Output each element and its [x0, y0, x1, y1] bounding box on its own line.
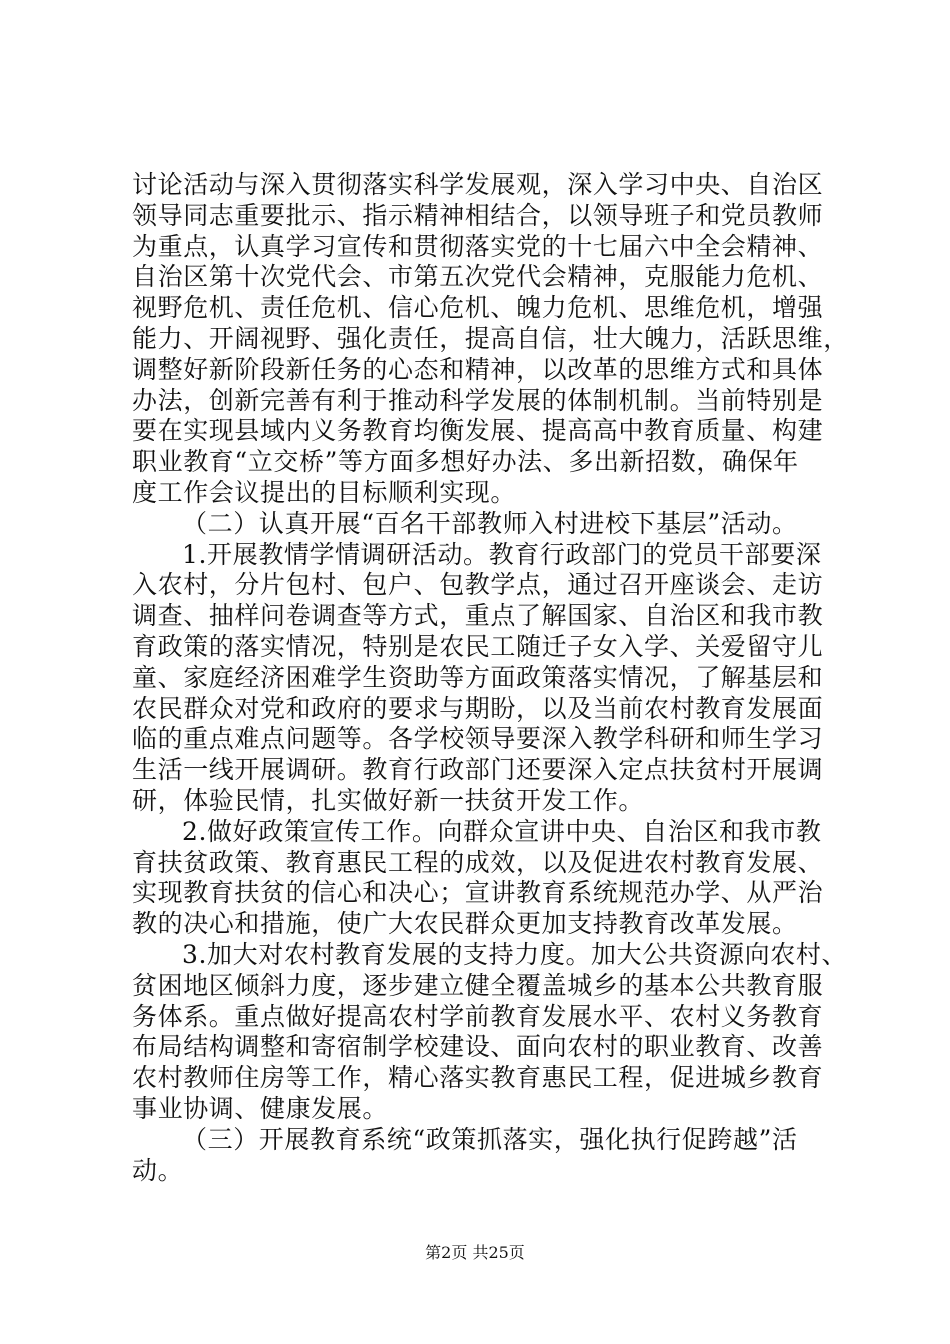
section-heading: （三）开展教育系统“政策抓落实，强化执行促跨越”活 [182, 1124, 798, 1154]
text-line: 自治区第十次党代会、市第五次党代会精神，克服能力危机、 [132, 262, 824, 292]
text-line: 务体系。重点做好提高农村学前教育发展水平、农村义务教育 [132, 1001, 824, 1031]
text-line: 农民群众对党和政府的要求与期盼，以及当前农村教育发展面 [132, 693, 824, 723]
text-line: 教的决心和措施，使广大农民群众更加支持教育改革发展。 [132, 909, 798, 939]
text-line: 童、家庭经济困难学生资助等方面政策落实情况，了解基层和 [132, 662, 824, 692]
text-line: 要在实现县域内义务教育均衡发展、提高高中教育质量、构建 [132, 416, 824, 446]
text-line: 临的重点难点问题等。各学校领导要深入教学科研和师生学习 [132, 724, 824, 754]
text-line: 办法，创新完善有利于推动科学发展的体制机制。当前特别是 [132, 385, 824, 415]
text-line: 入农村，分片包村、包户、包教学点，通过召开座谈会、走访 [132, 570, 824, 600]
text-line: 讨论活动与深入贯彻落实科学发展观，深入学习中央、自治区 [132, 170, 824, 199]
text-line: 2.做好政策宣传工作。向群众宣讲中央、自治区和我市教 [182, 816, 822, 846]
text-line: 布局结构调整和寄宿制学校建设、面向农村的职业教育、改善 [132, 1032, 824, 1062]
text-line: 事业协调、健康发展。 [132, 1094, 389, 1123]
text-line: 实现教育扶贫的信心和决心；宣讲教育系统规范办学、从严治 [132, 878, 824, 908]
text-line: 动。 [132, 1155, 184, 1185]
text-line: 贫困地区倾斜力度，逐步建立健全覆盖城乡的基本公共教育服 [132, 970, 824, 1000]
text-line: 调查、抽样问卷调查等方式，重点了解国家、自治区和我市教 [132, 601, 824, 631]
text-line: 研，体验民情，扎实做好新一扶贫开发工作。 [132, 786, 645, 815]
text-line: 1.开展教情学情调研活动。教育行政部门的党员干部要深 [182, 539, 822, 569]
text-line: 领导同志重要批示、指示精神相结合，以领导班子和党员教师 [132, 200, 824, 230]
text-line: 育扶贫政策、教育惠民工程的成效，以及促进农村教育发展、 [132, 847, 824, 877]
text-line: 农村教师住房等工作，精心落实教育惠民工程，促进城乡教育 [132, 1063, 824, 1093]
text-line: 视野危机、责任危机、信心危机、魄力危机、思维危机，增强 [132, 293, 824, 323]
section-heading: （二）认真开展“百名干部教师入村进校下基层”活动。 [182, 508, 798, 538]
text-line: 度工作会议提出的目标顺利实现。 [132, 478, 517, 507]
text-line: 生活一线开展调研。教育行政部门还要深入定点扶贫村开展调 [132, 755, 824, 785]
text-line: 3.加大对农村教育发展的支持力度。加大公共资源向农村、 [182, 940, 848, 969]
page-number: 第2页 共25页 [425, 1243, 525, 1262]
text-line: 能力、开阔视野、强化责任，提高自信，壮大魄力，活跃思维， [132, 324, 849, 353]
text-line: 为重点，认真学习宣传和贯彻落实党的十七届六中全会精神、 [132, 231, 824, 261]
text-line: 育政策的落实情况，特别是农民工随迁子女入学、关爱留守儿 [132, 632, 824, 661]
text-line: 职业教育“立交桥”等方面多想好办法、多出新招数，确保年 [132, 447, 799, 477]
text-line: 调整好新阶段新任务的心态和精神，以改革的思维方式和具体 [132, 354, 824, 384]
